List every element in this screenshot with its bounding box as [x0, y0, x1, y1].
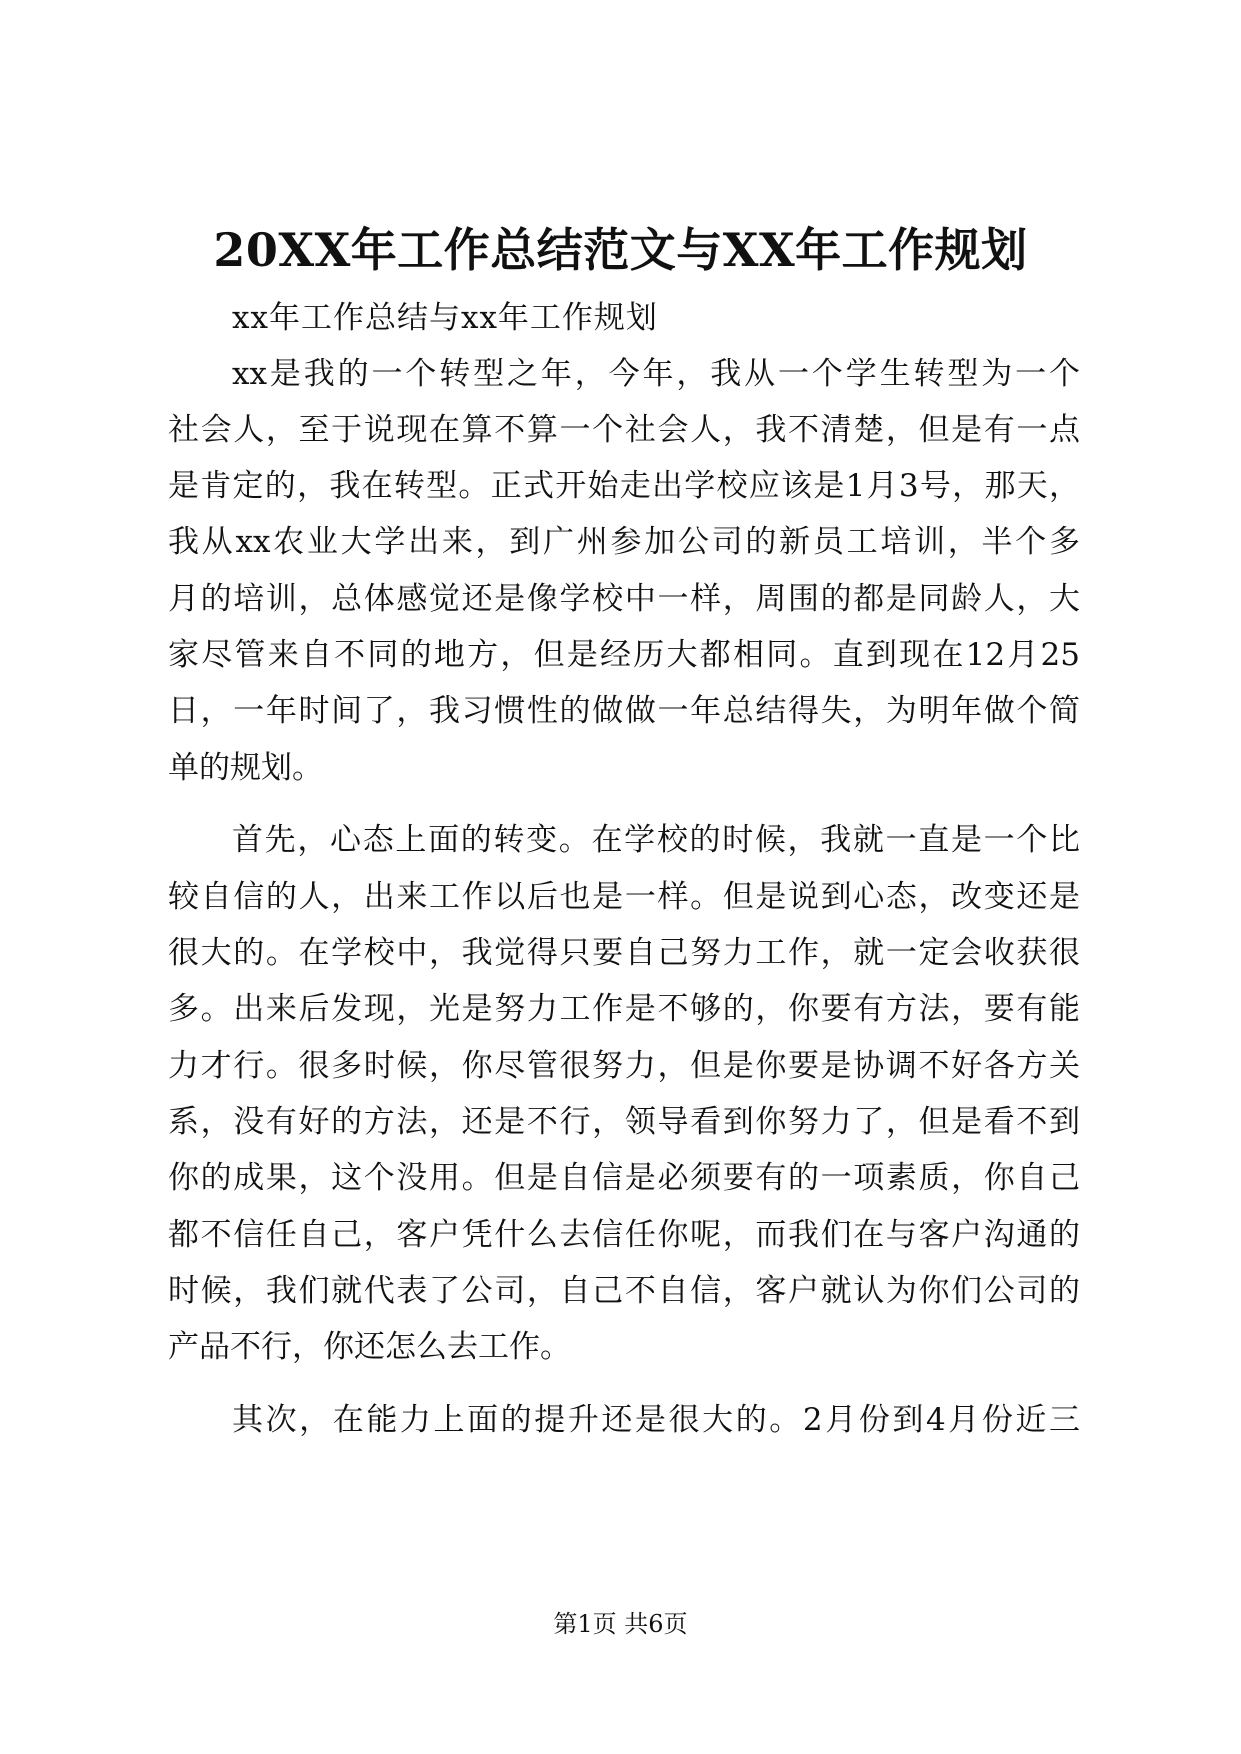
paragraph-1-line-6: 家尽管来自不同的地方，但是经历大都相同。直到现在12月25 — [168, 637, 1080, 673]
paragraph-2-line-9: 时候，我们就代表了公司，自己不自信，客户就认为你们公司的 — [168, 1273, 1080, 1309]
paragraph-1-line-1: xx是我的一个转型之年，今年，我从一个学生转型为一个 — [232, 356, 1080, 392]
paragraph-2-line-5: 力才行。很多时候，你尽管很努力，但是你要是协调不好各方关 — [168, 1048, 1080, 1084]
paragraph-2-line-6: 系，没有好的方法，还是不行，领导看到你努力了，但是看不到 — [168, 1104, 1080, 1140]
paragraph-1-line-4: 我从xx农业大学出来，到广州参加公司的新员工培训，半个多 — [168, 524, 1080, 560]
paragraph-2-line-4: 多。出来后发现，光是努力工作是不够的，你要有方法，要有能 — [168, 991, 1080, 1027]
paragraph-1-line-3: 是肯定的，我在转型。正式开始走出学校应该是1月3号，那天， — [168, 468, 1080, 504]
page-number-footer: 第1页 共6页 — [553, 1610, 688, 1638]
paragraph-1-line-8: 单的规划。 — [168, 750, 323, 786]
paragraph-2-line-2: 较自信的人，出来工作以后也是一样。但是说到心态，改变还是 — [168, 879, 1080, 915]
paragraph-2-line-1: 首先，心态上面的转变。在学校的时候，我就一直是一个比 — [232, 822, 1080, 858]
paragraph-2-line-3: 很大的。在学校中，我觉得只要自己努力工作，就一定会收获很 — [168, 935, 1080, 971]
paragraph-3-line-1: 其次，在能力上面的提升还是很大的。2月份到4月份近三 — [232, 1402, 1080, 1438]
paragraph-2-line-7: 你的成果，这个没用。但是自信是必须要有的一项素质，你自己 — [168, 1160, 1080, 1196]
document-subtitle: xx年工作总结与xx年工作规划 — [232, 300, 658, 336]
paragraph-2-line-8: 都不信任自己，客户凭什么去信任你呢，而我们在与客户沟通的 — [168, 1217, 1080, 1253]
paragraph-1-line-2: 社会人，至于说现在算不算一个社会人，我不清楚，但是有一点 — [168, 412, 1080, 448]
document-title: 20XX年工作总结范文与XX年工作规划 — [213, 223, 1028, 277]
paragraph-1-line-7: 日，一年时间了，我习惯性的做做一年总结得失，为明年做个简 — [168, 693, 1080, 729]
paragraph-2-line-10: 产品不行，你还怎么去工作。 — [168, 1329, 571, 1365]
paragraph-1-line-5: 月的培训，总体感觉还是像学校中一样，周围的都是同龄人，大 — [168, 581, 1080, 617]
